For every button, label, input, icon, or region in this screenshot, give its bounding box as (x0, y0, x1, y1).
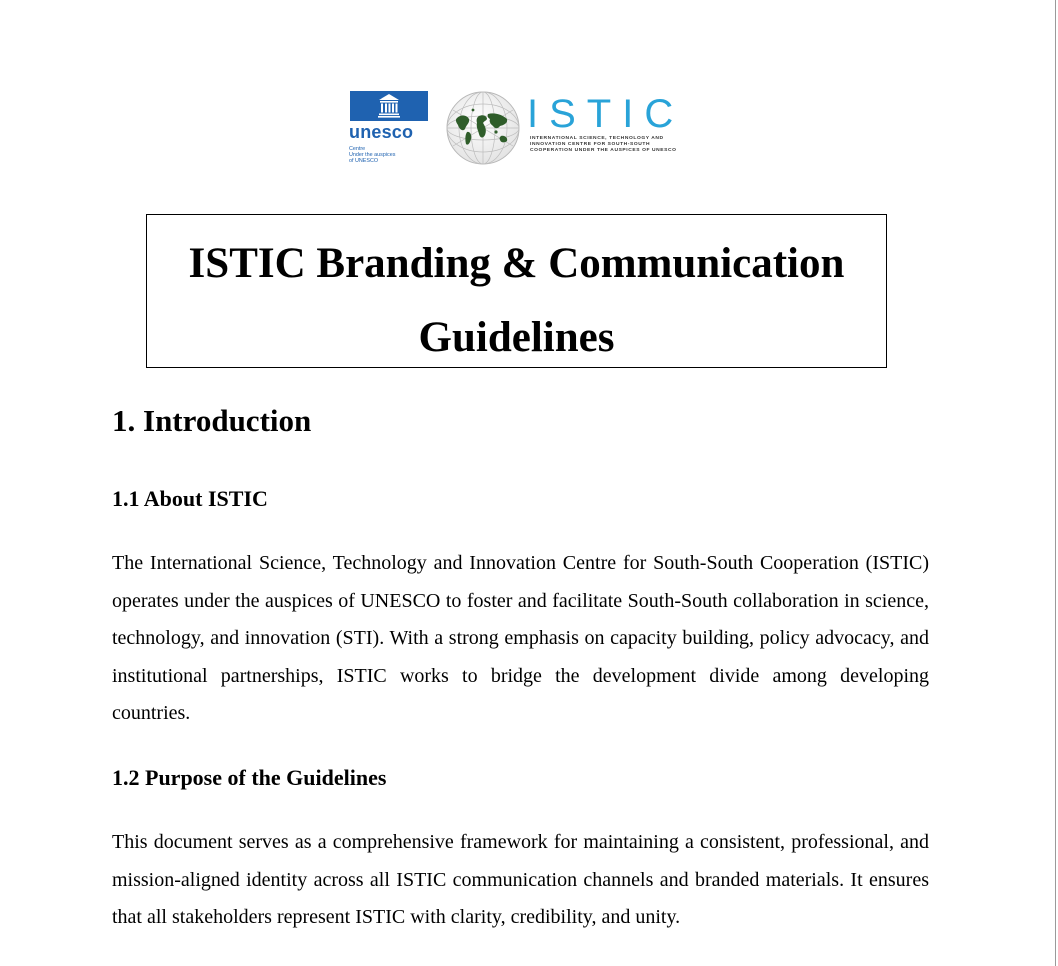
about-paragraph: The International Science, Technology and Innovation Centre for South-South Cooperation (ISTIC) operates under the auspices of UNESCO to foster and facilitate South-South collaboration in science, technology, and innovation (STI). With a strong emphasis on capacity building, policy advocacy, and institutional partnerships, ISTIC works to bridge the development divide among developing countries. (112, 552, 929, 724)
purpose-paragraph: This document serves as a comprehensive framework for maintaining a consistent, professional, and mission-aligned identity across all ISTIC communication channels and branded materials. It ensures that all stakeholders represent ISTIC with clarity, credibility, and unity. (112, 831, 929, 928)
document-title (147, 215, 886, 375)
istic-tagline: INTERNATIONAL SCIENCE, TECHNOLOGY AND INNOVATION CENTRE FOR SOUTH-SOUTH COOPERATION UNDER THE AUSPICES OF UNESCO (530, 136, 677, 153)
purpose-heading: 1.2 Purpose of the Guidelines (112, 765, 387, 790)
title-line-1: ISTIC Branding & Communication (188, 240, 845, 287)
about-heading: 1.1 About ISTIC (112, 486, 268, 511)
unesco-wordmark: unesco (349, 122, 414, 142)
title-line-2: Guidelines (418, 314, 615, 361)
globe-icon (443, 88, 523, 168)
unesco-temple-icon (350, 91, 428, 121)
intro-heading: 1. Introduction (112, 403, 312, 438)
header-logos (349, 88, 694, 170)
istic-wordmark: ISTIC (527, 92, 685, 136)
page-edge (1055, 0, 1056, 966)
unesco-logo (349, 91, 431, 169)
unesco-subtitle: Centre Under the auspices of UNESCO (349, 146, 396, 164)
document-title-box (146, 214, 887, 368)
